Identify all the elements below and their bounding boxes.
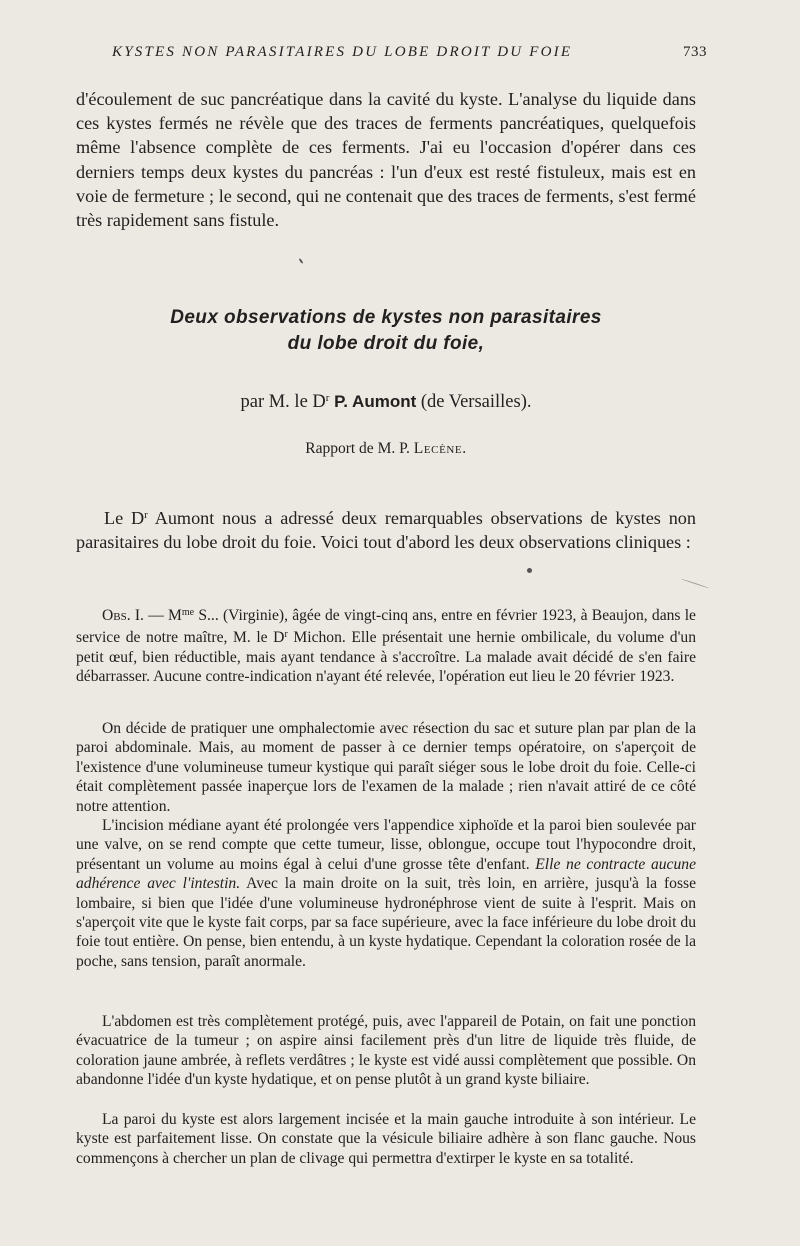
observation-mme: M	[168, 607, 182, 624]
running-head-title: KYSTES NON PARASITAIRES DU LOBE DROIT DU FOIE	[112, 44, 573, 60]
observation-p3-b: Avec la main droite on la suit, très loin, en arrière, jusqu'à la fosse lombaire, si bien que l'idée d'une volumineuse hydronéphrose vient de suite à l'esprit. Mais on s'aperçoit vite que le kyste fait corps, par sa face supérieure, avec la face inférieure du lobe droit du foie tout entière. On pense, bien entendu, à un kyste hydatique. Cependant la coloration rosée de la poche, sans tension, paraît anormale.	[76, 875, 697, 970]
article-title	[76, 305, 696, 357]
intro-paragraph	[76, 503, 696, 554]
observation-p1-sup: r	[284, 629, 288, 641]
page-number: 733	[683, 44, 707, 60]
observation-p3-italic: Elle ne contracte aucune adhérence avec l'intestin.	[76, 855, 696, 893]
observation-p1-text: S... (Virginie), âgée de vingt-cinq ans, entre en février 1923, à Beaujon, dans le service de notre maître, M. le D	[76, 607, 696, 647]
intro-part-2: Aumont nous a adressé deux remarquables observations de kystes non parasitaires du lobe droit du foie. Voici tout d'abord les deux observations cliniques :	[76, 508, 696, 553]
author-name: P. Aumont	[334, 392, 417, 411]
observation-p1-end: Michon. Elle présentait une hernie ombilicale, du volume d'un petit œuf, bien réductible, mais ayant tendance à s'accroître. La malade avait décidé de s'en faire débarrasser. Aucune contre-indication n'ayant été relevée, l'opération eut lieu le 20 février 1923.	[76, 629, 696, 686]
print-speck	[298, 258, 303, 264]
observation-paragraph-1	[76, 603, 696, 687]
byline-superscript: r	[325, 392, 330, 404]
print-speck	[527, 568, 532, 573]
intro-part-1: Le D	[104, 508, 145, 528]
observation-p3-a: L'incision médiane ayant été prolongée vers l'appendice xiphoïde et la paroi bien soulevée par une valve, on se rend compte que cette tumeur, lisse, oblongue, occupe tout l'hypocondre droit, présentant un volume au moins égal à celui d'une grosse tête d'enfant.	[76, 817, 696, 873]
intro-superscript: r	[144, 509, 148, 521]
byline-suffix: (de Versailles).	[420, 392, 532, 412]
observation-paragraph-3	[76, 816, 696, 971]
observation-mme-sup: me	[181, 607, 195, 618]
paragraph-continued: d'écoulement de suc pancréatique dans la cavité du kyste. L'analyse du liquide dans ces kystes fermés ne révèle que des traces de ferments pancréatiques, quelquefois même l'absence complète de ces ferments. J'ai eu l'occasion d'opérer dans ces derniers temps deux kystes du pancréas : l'un d'eux est resté fistuleux, mais est en voie de fermeture ; le second, qui ne contenait que des traces de ferments, s'est fermé très rapidement sans fistule.	[76, 89, 696, 231]
print-speck	[681, 578, 710, 588]
observation-paragraph-2: On décide de pratiquer une omphalectomie avec résection du sac et suture plan par plan de la paroi abdominale. Mais, au moment de passer à ce dernier temps opératoire, on s'aperçoit de l'existence d'une volumineuse tumeur kystique qui paraît siéger sous le lobe droit du foie. Celle-ci était complètement passée inaperçue lors de l'examen de la malade ; rien n'avait attiré de ce côté notre attention.	[76, 720, 696, 815]
article-title-line-2: du lobe droit du foie,	[287, 333, 485, 354]
article-title-line-1: Deux observations de kystes non parasitaires	[170, 307, 602, 328]
report-name: Lecène.	[413, 440, 467, 457]
report-line	[76, 440, 696, 458]
report-prefix: Rapport de M. P.	[305, 440, 410, 457]
observation-label: Obs. I.	[102, 607, 144, 624]
article-byline	[76, 392, 696, 413]
observation-paragraph-5: La paroi du kyste est alors largement incisée et la main gauche introduite à son intérieur. Le kyste est parfaitement lisse. On constate que la vésicule biliaire adhère à son flanc gauche. Nous commençons à chercher un plan de clivage qui permettra d'extirper le kyste en sa totalité.	[76, 1111, 696, 1167]
observation-dash: —	[148, 607, 164, 624]
observation-paragraph-4: L'abdomen est très complètement protégé, puis, avec l'appareil de Potain, on fait une ponction évacuatrice de la tumeur ; on aspire ainsi facilement près d'un litre de liquide très fluide, de coloration jaune ambrée, à reflets verdâtres ; le kyste est vidé aussi complètement que possible. On abandonne l'idée d'un kyste hydatique, et on pense plutôt à un grand kyste biliaire.	[76, 1013, 696, 1089]
byline-prefix: par M. le D	[240, 392, 326, 412]
running-head	[112, 44, 707, 66]
